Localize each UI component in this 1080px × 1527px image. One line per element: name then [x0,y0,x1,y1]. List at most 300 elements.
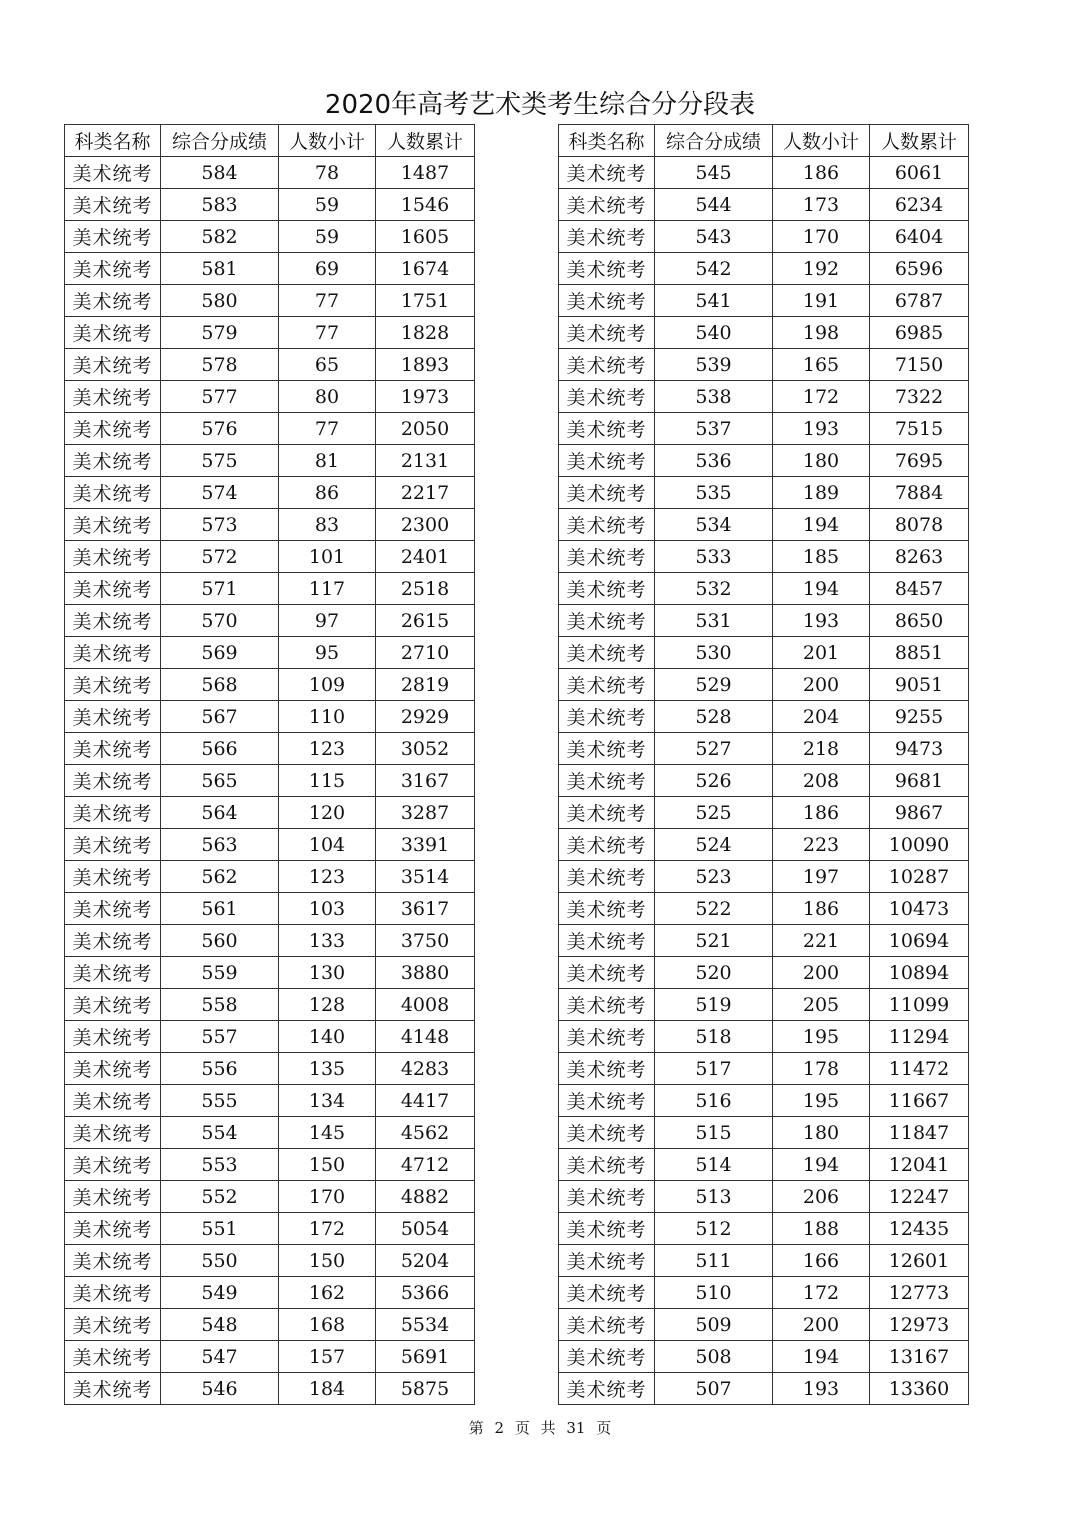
cell-category: 美术统考 [559,221,655,253]
cell-category: 美术统考 [559,957,655,989]
cell-count: 150 [279,1245,376,1277]
cell-cumulative: 2819 [376,669,475,701]
cell-category: 美术统考 [65,445,161,477]
cell-count: 77 [279,413,376,445]
cell-cumulative: 9255 [870,701,969,733]
cell-count: 69 [279,253,376,285]
cell-count: 140 [279,1021,376,1053]
cell-category: 美术统考 [65,221,161,253]
table-row [559,1341,969,1373]
table-row [559,637,969,669]
cell-score: 512 [655,1213,773,1245]
header-cumulative: 人数累计 [376,125,475,157]
cell-category: 美术统考 [559,317,655,349]
cell-category: 美术统考 [65,1181,161,1213]
cell-cumulative: 11667 [870,1085,969,1117]
cell-count: 101 [279,541,376,573]
cell-count: 97 [279,605,376,637]
table-header-row [65,125,475,157]
cell-cumulative: 3167 [376,765,475,797]
table-row [65,1277,475,1309]
table-row [65,1213,475,1245]
cell-score: 541 [655,285,773,317]
cell-count: 128 [279,989,376,1021]
cell-count: 135 [279,1053,376,1085]
cell-score: 546 [161,1373,279,1405]
cell-category: 美术统考 [559,861,655,893]
cell-cumulative: 8650 [870,605,969,637]
table-row [559,1309,969,1341]
cell-category: 美术统考 [65,1021,161,1053]
cell-category: 美术统考 [65,349,161,381]
cell-cumulative: 2518 [376,573,475,605]
cell-category: 美术统考 [559,1245,655,1277]
table-row [65,733,475,765]
cell-category: 美术统考 [559,253,655,285]
table-row [559,733,969,765]
table-row [65,1021,475,1053]
table-row [65,1373,475,1405]
cell-category: 美术统考 [65,989,161,1021]
cell-count: 117 [279,573,376,605]
cell-score: 526 [655,765,773,797]
cell-category: 美术统考 [559,1341,655,1373]
cell-score: 545 [655,157,773,189]
cell-category: 美术统考 [65,253,161,285]
cell-cumulative: 10287 [870,861,969,893]
table-row [559,413,969,445]
cell-category: 美术统考 [559,445,655,477]
cell-category: 美术统考 [559,1021,655,1053]
table-row [65,701,475,733]
cell-cumulative: 1828 [376,317,475,349]
cell-count: 201 [773,637,870,669]
header-count: 人数小计 [279,125,376,157]
cell-category: 美术统考 [65,509,161,541]
cell-count: 200 [773,669,870,701]
cell-score: 574 [161,477,279,509]
cell-cumulative: 2050 [376,413,475,445]
cell-score: 579 [161,317,279,349]
cell-category: 美术统考 [559,1373,655,1405]
header-count: 人数小计 [773,125,870,157]
cell-score: 542 [655,253,773,285]
cell-count: 172 [773,1277,870,1309]
header-score: 综合分成绩 [161,125,279,157]
cell-category: 美术统考 [65,541,161,573]
cell-category: 美术统考 [65,1309,161,1341]
table-row [65,1085,475,1117]
cell-score: 516 [655,1085,773,1117]
cell-cumulative: 1674 [376,253,475,285]
cell-cumulative: 8851 [870,637,969,669]
cell-count: 180 [773,1117,870,1149]
cell-category: 美术统考 [559,605,655,637]
table-row [65,893,475,925]
table-row [65,1117,475,1149]
cell-score: 563 [161,829,279,861]
cell-cumulative: 7322 [870,381,969,413]
cell-category: 美术统考 [559,797,655,829]
cell-category: 美术统考 [65,189,161,221]
table-row [65,1149,475,1181]
cell-count: 65 [279,349,376,381]
table-row [65,541,475,573]
cell-score: 582 [161,221,279,253]
cell-count: 134 [279,1085,376,1117]
cell-score: 548 [161,1309,279,1341]
cell-cumulative: 10894 [870,957,969,989]
cell-category: 美术统考 [65,381,161,413]
table-row [559,573,969,605]
cell-score: 522 [655,893,773,925]
table-row [65,669,475,701]
cell-cumulative: 8263 [870,541,969,573]
cell-score: 578 [161,349,279,381]
cell-category: 美术统考 [559,1117,655,1149]
cell-score: 567 [161,701,279,733]
cell-cumulative: 3391 [376,829,475,861]
cell-count: 193 [773,413,870,445]
table-row [559,893,969,925]
cell-cumulative: 5875 [376,1373,475,1405]
cell-score: 540 [655,317,773,349]
cell-count: 170 [279,1181,376,1213]
cell-category: 美术统考 [65,1213,161,1245]
cell-category: 美术统考 [65,413,161,445]
cell-score: 581 [161,253,279,285]
cell-count: 223 [773,829,870,861]
cell-count: 83 [279,509,376,541]
cell-category: 美术统考 [559,765,655,797]
cell-count: 198 [773,317,870,349]
cell-score: 564 [161,797,279,829]
table-row [65,509,475,541]
table-row [65,189,475,221]
cell-cumulative: 7515 [870,413,969,445]
table-row [65,829,475,861]
cell-category: 美术统考 [559,1149,655,1181]
page-title: 2020年高考艺术类考生综合分分段表 [324,90,756,120]
table-row [559,1277,969,1309]
cell-cumulative: 6404 [870,221,969,253]
cell-count: 130 [279,957,376,989]
cell-cumulative: 3514 [376,861,475,893]
table-row [559,765,969,797]
cell-cumulative: 1973 [376,381,475,413]
cell-cumulative: 10694 [870,925,969,957]
table-row [65,349,475,381]
table-row [559,861,969,893]
cell-count: 206 [773,1181,870,1213]
table-row [65,957,475,989]
cell-category: 美术统考 [65,1373,161,1405]
cell-cumulative: 6061 [870,157,969,189]
cell-category: 美术统考 [65,1149,161,1181]
cell-cumulative: 4008 [376,989,475,1021]
score-table-right [558,124,969,1405]
cell-count: 188 [773,1213,870,1245]
table-row [559,989,969,1021]
table-row [65,797,475,829]
cell-category: 美术统考 [65,1053,161,1085]
header-cumulative: 人数累计 [870,125,969,157]
cell-score: 523 [655,861,773,893]
table-row [559,349,969,381]
cell-cumulative: 4283 [376,1053,475,1085]
table-row [65,765,475,797]
table-row [559,1053,969,1085]
cell-cumulative: 13167 [870,1341,969,1373]
cell-score: 562 [161,861,279,893]
cell-cumulative: 12973 [870,1309,969,1341]
cell-cumulative: 6985 [870,317,969,349]
cell-score: 517 [655,1053,773,1085]
cell-category: 美术统考 [559,1085,655,1117]
cell-count: 172 [773,381,870,413]
cell-score: 544 [655,189,773,221]
cell-count: 185 [773,541,870,573]
cell-count: 189 [773,477,870,509]
cell-score: 533 [655,541,773,573]
table-row [65,989,475,1021]
cell-score: 528 [655,701,773,733]
cell-count: 145 [279,1117,376,1149]
cell-count: 194 [773,1149,870,1181]
cell-category: 美术统考 [65,861,161,893]
score-table-left [64,124,475,1405]
cell-category: 美术统考 [559,637,655,669]
cell-category: 美术统考 [65,957,161,989]
cell-cumulative: 1605 [376,221,475,253]
cell-cumulative: 12773 [870,1277,969,1309]
table-row [559,189,969,221]
cell-category: 美术统考 [559,893,655,925]
table-row [559,1245,969,1277]
cell-count: 77 [279,317,376,349]
cell-count: 172 [279,1213,376,1245]
cell-cumulative: 8078 [870,509,969,541]
cell-category: 美术统考 [559,573,655,605]
table-row [559,925,969,957]
table-row [559,477,969,509]
table-row [559,317,969,349]
cell-cumulative: 11472 [870,1053,969,1085]
cell-count: 110 [279,701,376,733]
cell-score: 539 [655,349,773,381]
cell-count: 104 [279,829,376,861]
cell-cumulative: 2131 [376,445,475,477]
table-row [559,1085,969,1117]
cell-category: 美术统考 [559,1181,655,1213]
cell-score: 518 [655,1021,773,1053]
cell-cumulative: 5691 [376,1341,475,1373]
cell-score: 507 [655,1373,773,1405]
cell-category: 美术统考 [65,1117,161,1149]
table-row [559,1213,969,1245]
cell-score: 556 [161,1053,279,1085]
cell-count: 123 [279,733,376,765]
cell-cumulative: 9681 [870,765,969,797]
table-row [65,605,475,637]
table-row [65,925,475,957]
cell-score: 577 [161,381,279,413]
cell-count: 173 [773,189,870,221]
cell-score: 524 [655,829,773,861]
cell-category: 美术统考 [559,477,655,509]
table-row [559,829,969,861]
table-row [559,1149,969,1181]
cell-cumulative: 12041 [870,1149,969,1181]
cell-count: 150 [279,1149,376,1181]
cell-cumulative: 6787 [870,285,969,317]
table-row [559,157,969,189]
table-row [559,1181,969,1213]
cell-category: 美术统考 [559,285,655,317]
table-header-row [559,125,969,157]
cell-count: 180 [773,445,870,477]
cell-score: 584 [161,157,279,189]
table-row [65,317,475,349]
cell-category: 美术统考 [65,701,161,733]
cell-category: 美术统考 [65,925,161,957]
page-footer: 第 2 页 共 31 页 [468,1419,612,1437]
cell-category: 美术统考 [65,317,161,349]
cell-cumulative: 11847 [870,1117,969,1149]
table-row [559,797,969,829]
cell-cumulative: 3287 [376,797,475,829]
cell-count: 192 [773,253,870,285]
cell-score: 508 [655,1341,773,1373]
header-category: 科类名称 [65,125,161,157]
cell-category: 美术统考 [559,541,655,573]
cell-category: 美术统考 [65,285,161,317]
table-row [559,541,969,573]
cell-cumulative: 4712 [376,1149,475,1181]
table-row [65,285,475,317]
cell-count: 157 [279,1341,376,1373]
table-row [65,1053,475,1085]
table-row [65,381,475,413]
cell-score: 543 [655,221,773,253]
cell-count: 193 [773,1373,870,1405]
cell-category: 美术统考 [559,189,655,221]
cell-cumulative: 8457 [870,573,969,605]
cell-score: 550 [161,1245,279,1277]
cell-cumulative: 11099 [870,989,969,1021]
cell-count: 186 [773,893,870,925]
table-row [559,445,969,477]
cell-count: 184 [279,1373,376,1405]
cell-count: 221 [773,925,870,957]
cell-cumulative: 2401 [376,541,475,573]
cell-score: 538 [655,381,773,413]
cell-score: 520 [655,957,773,989]
table-row [559,221,969,253]
cell-score: 559 [161,957,279,989]
cell-cumulative: 4562 [376,1117,475,1149]
table-row [65,253,475,285]
cell-category: 美术统考 [559,1277,655,1309]
cell-cumulative: 6234 [870,189,969,221]
cell-score: 511 [655,1245,773,1277]
cell-score: 551 [161,1213,279,1245]
cell-score: 583 [161,189,279,221]
cell-score: 530 [655,637,773,669]
cell-cumulative: 12247 [870,1181,969,1213]
cell-cumulative: 1751 [376,285,475,317]
cell-category: 美术统考 [559,989,655,1021]
cell-cumulative: 3617 [376,893,475,925]
cell-category: 美术统考 [65,765,161,797]
cell-count: 186 [773,797,870,829]
cell-count: 123 [279,861,376,893]
cell-score: 571 [161,573,279,605]
cell-count: 165 [773,349,870,381]
cell-score: 549 [161,1277,279,1309]
cell-count: 193 [773,605,870,637]
cell-category: 美术统考 [559,1309,655,1341]
cell-category: 美术统考 [65,829,161,861]
cell-count: 115 [279,765,376,797]
cell-score: 561 [161,893,279,925]
cell-count: 195 [773,1021,870,1053]
cell-cumulative: 12435 [870,1213,969,1245]
cell-category: 美术统考 [559,669,655,701]
table-row [65,413,475,445]
cell-count: 103 [279,893,376,925]
cell-category: 美术统考 [559,349,655,381]
table-row [559,1021,969,1053]
table-row [559,701,969,733]
cell-score: 570 [161,605,279,637]
cell-category: 美术统考 [65,1341,161,1373]
cell-cumulative: 2300 [376,509,475,541]
cell-category: 美术统考 [65,1277,161,1309]
cell-category: 美术统考 [65,573,161,605]
table-row [65,573,475,605]
cell-cumulative: 2615 [376,605,475,637]
cell-score: 514 [655,1149,773,1181]
cell-cumulative: 12601 [870,1245,969,1277]
table-row [65,637,475,669]
cell-count: 168 [279,1309,376,1341]
cell-count: 166 [773,1245,870,1277]
cell-score: 566 [161,733,279,765]
cell-score: 510 [655,1277,773,1309]
cell-count: 186 [773,157,870,189]
table-row [559,1373,969,1405]
cell-score: 521 [655,925,773,957]
cell-category: 美术统考 [65,605,161,637]
cell-cumulative: 5204 [376,1245,475,1277]
cell-count: 80 [279,381,376,413]
cell-cumulative: 2217 [376,477,475,509]
cell-count: 205 [773,989,870,1021]
cell-cumulative: 6596 [870,253,969,285]
cell-category: 美术统考 [65,1085,161,1117]
cell-score: 576 [161,413,279,445]
cell-cumulative: 9051 [870,669,969,701]
cell-cumulative: 13360 [870,1373,969,1405]
cell-score: 557 [161,1021,279,1053]
cell-score: 509 [655,1309,773,1341]
cell-category: 美术统考 [559,829,655,861]
cell-category: 美术统考 [65,893,161,925]
cell-count: 204 [773,701,870,733]
cell-category: 美术统考 [65,797,161,829]
cell-cumulative: 3052 [376,733,475,765]
